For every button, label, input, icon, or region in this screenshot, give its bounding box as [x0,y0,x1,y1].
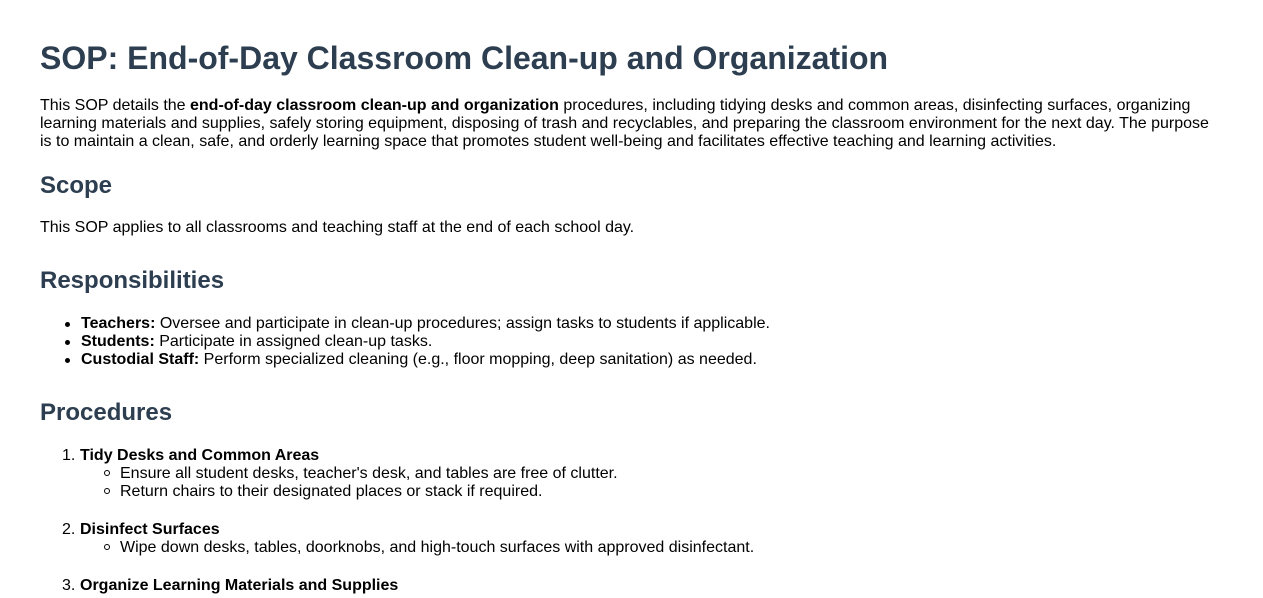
step-title: Disinfect Surfaces [80,521,220,538]
role-description: Participate in assigned clean-up tasks. [154,333,433,350]
step-subitems [80,465,754,501]
scope-heading: Scope [40,172,113,199]
procedure-step [40,521,754,557]
list-item: Wipe down desks, tables, doorknobs, and high-touch surfaces with approved disinfectant. [120,539,755,556]
intro-text-after: procedures, including tidying desks and common areas, disinfecting surfaces, organizing learning materials and supplies, safely storing equipment, disposing of trash and recyclables, and preparing the classroom environment for the next day. The purpose is to maintain a clean, safe, and orderly learning space that promotes student well-being and facilitates effective teaching and learning activities. [40,97,1209,150]
list-item: Return chairs to their designated places or stack if required. [120,483,754,501]
step-title: Organize Learning Materials and Supplies [80,577,399,594]
role-label: Students: [81,333,155,350]
step-number: 3. [62,577,76,594]
intro-paragraph [40,97,1215,151]
scope-text: This SOP applies to all classrooms and teaching staff at the end of each school day. [40,219,635,236]
list-item: Ensure all student desks, teacher's desk, and tables are free of clutter. [120,465,754,483]
list-item [81,351,770,369]
step-subitems [80,539,754,557]
list-item [81,333,770,351]
procedures-heading: Procedures [40,399,173,426]
procedures-list [40,447,754,598]
procedure-step [40,577,754,595]
responsibilities-list [41,315,770,369]
step-title: Tidy Desks and Common Areas [80,447,320,464]
list-item [81,315,770,333]
procedure-step [40,447,754,501]
role-description: Perform specialized cleaning (e.g., floor mopping, deep sanitation) as needed. [199,351,757,368]
role-label: Teachers: [81,315,156,332]
responsibilities-heading: Responsibilities [40,267,225,294]
step-number: 2. [62,521,76,538]
role-description: Oversee and participate in clean-up procedures; assign tasks to students if applicable. [155,315,770,332]
intro-text-before: This SOP details the [40,97,190,114]
role-label: Custodial Staff: [81,351,200,368]
intro-text-bold: end-of-day classroom clean-up and organization [190,97,559,114]
page-title: SOP: End-of-Day Classroom Clean-up and Organization [40,40,889,76]
step-number: 1. [62,447,76,464]
